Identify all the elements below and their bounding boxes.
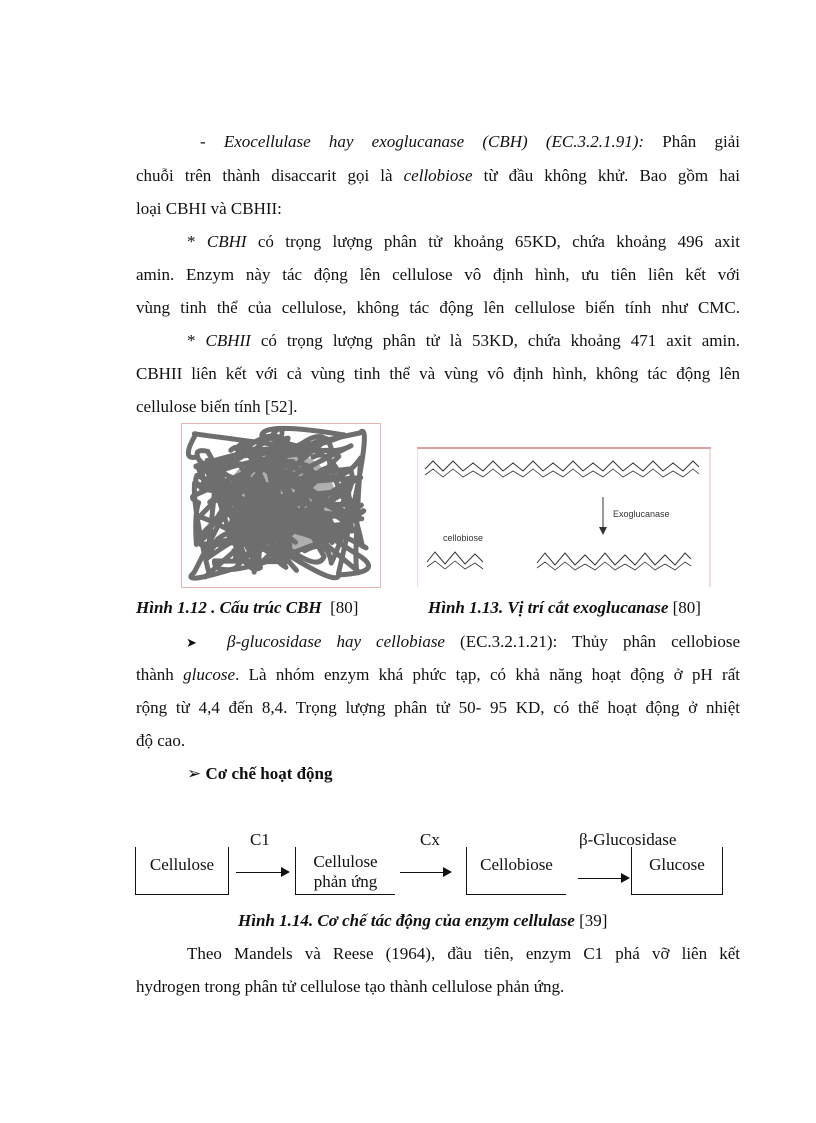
heading-text: Cơ chế hoạt động xyxy=(205,764,333,783)
arrowhead-bullet-icon: ➤ xyxy=(186,636,197,651)
text: Phân giải xyxy=(644,132,740,151)
para3-line1 xyxy=(187,331,740,351)
cellulose-reactive-label-2: phản ứng xyxy=(313,872,378,891)
cbh-structure-figure xyxy=(181,423,381,588)
text: từ đầu không khử. Bao gồm hai xyxy=(472,166,740,185)
cut-arrowhead xyxy=(599,527,607,535)
glucose-box-label: Glucose xyxy=(649,855,705,874)
text: có trọng lượng phân tử là 53KD, chứa khoảng 471 axit amin. xyxy=(250,331,740,350)
cellobiose-box-label: Cellobiose xyxy=(480,855,553,874)
remaining-chain xyxy=(537,553,691,565)
arrow-bullet-icon: ➢ xyxy=(187,764,202,784)
cx-label: Cx xyxy=(420,830,440,849)
star: * xyxy=(187,232,207,251)
para4-line4: độ cao. xyxy=(136,731,186,750)
fig12-ref: [80] xyxy=(330,598,359,617)
exoglucanase-label: Exoglucanase xyxy=(613,509,670,519)
cbhi-term: CBHI xyxy=(206,232,247,251)
para2-line2: amin. Enzym này tác động lên cellulose vô định hình, ưu tiên liên kết với xyxy=(136,265,740,284)
fig13-caption-title: Hình 1.13. Vị trí cắt exoglucanase xyxy=(428,598,669,617)
protein-backbone xyxy=(188,428,368,578)
para3-line2: CBHII liên kết với cả vùng tinh thể và vùng vô định hình, không tác động lên xyxy=(136,364,740,383)
para1-line3: loại CBHI và CBHII: xyxy=(136,199,282,218)
star: * xyxy=(187,331,206,350)
beta-glucosidase-arrow xyxy=(578,878,628,879)
section-heading xyxy=(187,764,791,784)
para3-line3: cellulose biến tính [52]. xyxy=(136,397,298,416)
text: chuỗi trên thành disaccarit gọi là xyxy=(136,166,404,185)
cellulose-box-label: Cellulose xyxy=(149,855,215,874)
para2-line3: vùng tinh thể của cellulose, không tác động lên cellulose biến tính như CMC. xyxy=(136,298,740,317)
dash: - xyxy=(200,132,224,151)
cx-arrow xyxy=(400,872,450,873)
para1-line2 xyxy=(136,166,740,186)
exocellulase-term: Exocellulase hay exoglucanase (CBH) (EC.3.2.1.91): xyxy=(223,132,645,151)
para4-line2 xyxy=(136,665,740,685)
fig13-caption xyxy=(428,598,701,618)
text: . Là nhóm enzym khá phức tạp, có khả năng hoạt động ở pH rất xyxy=(235,665,740,684)
text: có trọng lượng phân tử khoảng 65KD, chứa khoảng 496 axit xyxy=(246,232,740,251)
cellulose-reactive-label-1: Cellulose xyxy=(313,852,378,871)
cellobiose-term: cellobiose xyxy=(403,166,473,185)
cbhii-term: CBHII xyxy=(205,331,251,350)
c1-label: C1 xyxy=(250,830,270,849)
cellobiose-box xyxy=(466,847,566,895)
fig14-caption-title: Hình 1.14. Cơ chế tác động của enzym cellulase xyxy=(238,911,575,930)
cellobiose-label: cellobiose xyxy=(443,533,484,543)
beta-glucosidase-term: β-glucosidase hay cellobiase xyxy=(227,632,445,651)
cellobiose-product-back xyxy=(427,561,483,569)
para1-line1 xyxy=(200,132,740,152)
text: (EC.3.2.1.21): Thủy phân cellobiose xyxy=(444,632,740,651)
c1-arrow xyxy=(236,872,288,873)
para5-line1: Theo Mandels và Reese (1964), đầu tiên, enzym C1 phá vỡ liên kết xyxy=(187,944,740,963)
cellulose-box xyxy=(135,847,229,895)
para5-line2: hydrogen trong phân tử cellulose tạo thành cellulose phản ứng. xyxy=(136,977,565,996)
fig12-caption-title: Hình 1.12 . Cấu trúc CBH xyxy=(136,598,322,617)
exoglucanase-cut-figure xyxy=(417,447,711,587)
cellulose-chain xyxy=(425,461,699,471)
glucose-term: glucose xyxy=(183,665,236,684)
para4-line3: rộng từ 4,4 đến 8,4. Trọng lượng phân tử 50- 95 KD, có thể hoạt động ở nhiệt xyxy=(136,698,740,717)
glucose-box xyxy=(631,847,723,895)
text: thành xyxy=(136,665,184,684)
fig12-caption xyxy=(136,598,358,618)
para4-line1 xyxy=(186,632,740,654)
fig14-ref: [39] xyxy=(579,911,608,930)
cellobiose-product xyxy=(427,552,483,564)
cellulose-reactive-box xyxy=(295,847,395,895)
beta-glucosidase-label: β-Glucosidase xyxy=(579,830,677,849)
fig14-caption xyxy=(238,911,816,931)
fig13-ref: [80] xyxy=(672,598,701,617)
para2-line1 xyxy=(187,232,740,252)
